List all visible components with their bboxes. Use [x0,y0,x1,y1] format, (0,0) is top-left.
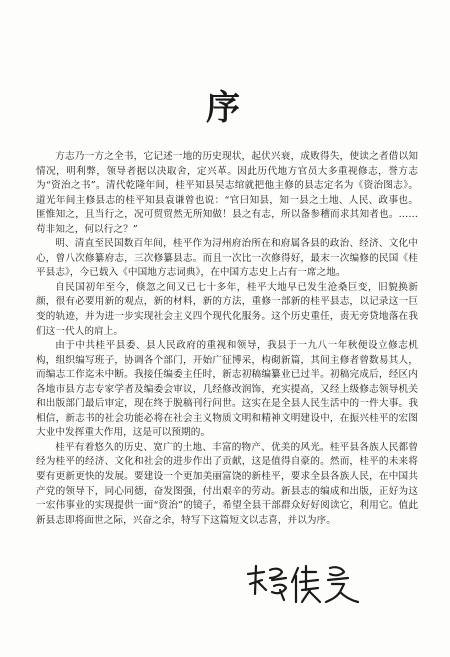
paragraph-2: 明、清直至民国数百年间，桂平作为浔州府治所在和府属各县的政治、经济、文化中心，曾八次修纂府志，三次修纂县志。而且一次比一次修得好，最末一次编修的民国《桂平县志》，今已载入《中国地方志词典》，在中国方志史上占有一席之地。 [36,238,418,279]
document-title: 序 [206,88,244,128]
paragraph-1: 方志乃一方之全书，它记述一地的历史现状，起伏兴衰，成败得失，使读之者借以知情况，明利弊，领导者据以决取舍，定兴革。因此历代地方官员大多重视修志，誉方志为“资治之书”。清代乾隆年间，桂平知县吴志绾就把他主修的县志定名为《资治图志》。道光年间主修县志的桂平知县袁谦曾也说：“官曰知县，知一县之土地、人民、政事也。匪惟知之，且当行之，况可贸贸然无所知做！县之有志，所以备参稽而求其知者也。……苟非知之，何以行之？” [36,151,418,235]
handwritten-signature [240,560,370,610]
document-body [36,150,418,528]
paragraph-3: 自民国初年至今，倏忽之间又已七十多年，桂平大地早已发生沧桑巨变，旧貌换新颜，很有必要用新的观点，新的材料，新的方法，重修一部新的桂平县志，以记录这一巨变的轨迹，并为进一步实现社会主义四个现代化服务。这个历史重任，责无旁贷地落在我们这一代人的肩上。 [36,281,418,337]
paragraph-5: 桂平有着悠久的历史、宽广的土地、丰富的物产、优美的风光。桂平县各族人民都曾经为桂平的经济、文化和社会的进步作出了贡献，这是值得自豪的。然而，桂平的未来将要有更新更快的发展。要建设一个更加美丽富饶的新桂平，要求全县各族人民，在中国共产党的领导下，同心同德，奋发图强，付出艰辛的劳动。新县志的编成和出版，正好为这一宏伟事业的实现提供一面“资治”的镜子，希望全县干部群众好好阅读它，利用它。值此新县志即将面世之际，兴奋之余，特写下这篇短文以志喜，并以为序。 [36,441,418,526]
paragraph-4: 由于中共桂平县委、县人民政府的重视和领导，我县于一九八一年秋便设立修志机构，组织编写班子，协调各个部门，开始广征博采，构砌新篇，其间主修者曾数易其人，而编志工作迄未中断。我接任编委主任时，新志初稿编纂业已过半。初稿完成后，经区内各地市县方志专家学者及编委会审议，几经修改润饰，充实提高，又经上级修志领导机关和出版部门最后审定，现在终于脱稿刊行问世。这实在是全县人民生活中的一件大事。我相信，新志书的社会功能必将在社会主义物质文明和精神文明建设中，在振兴桂平的宏图大业中发挥重大作用，这是可以预期的。 [36,340,418,439]
signature-scribble [240,560,370,610]
